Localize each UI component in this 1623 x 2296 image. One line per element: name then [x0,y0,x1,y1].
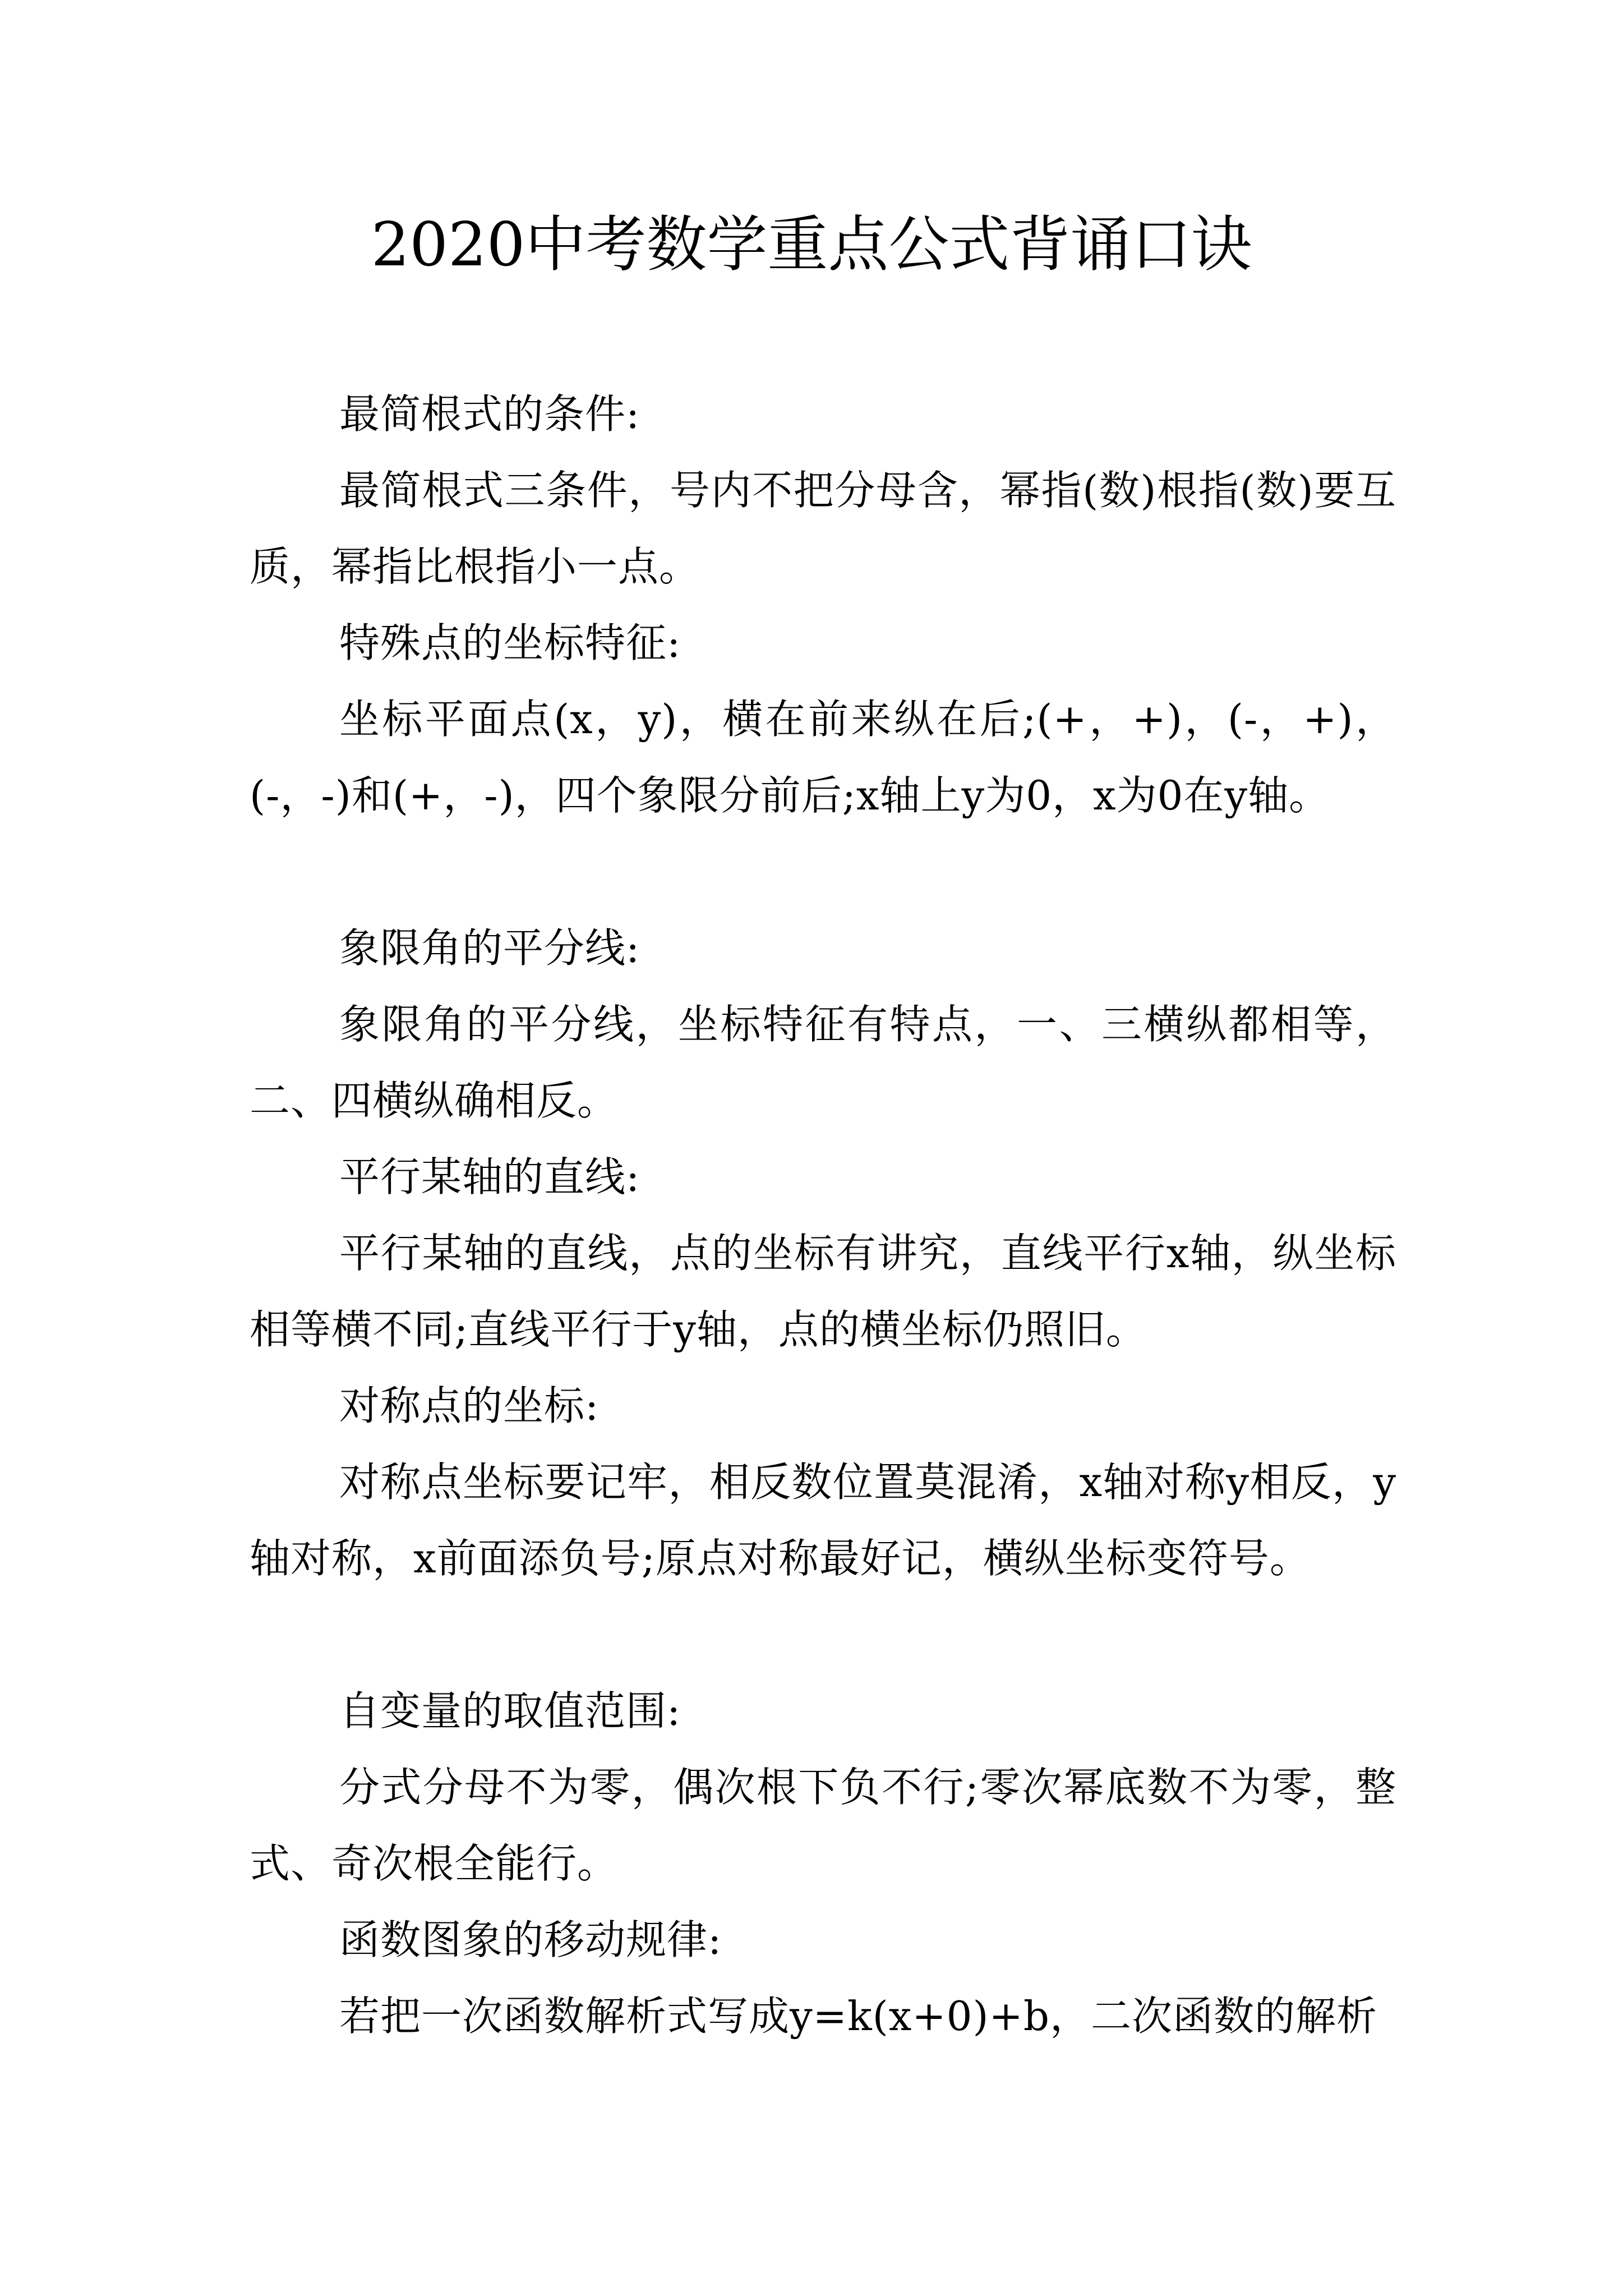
section-heading-quadrant-bisector: 象限角的平分线: [339,924,640,972]
paragraph-simplest-radical: 最简根式三条件，号内不把分母含，幂指(数)根指(数)要互质，幂指比根指小一点。 [250,467,1396,590]
section-heading-graph-shift: 函数图象的移动规律: [339,1916,722,1963]
paragraph-symmetric-points: 对称点坐标要记牢，相反数位置莫混淆，x轴对称y相反，y轴对称，x前面添负号;原点对称最好记，横纵坐标变符号。 [250,1458,1396,1582]
paragraph-graph-shift: 若把一次函数解析式写成y=k(x+0)+b，二次函数的解析 [339,1993,1377,2040]
section-heading-simplest-radical: 最简根式的条件: [339,390,640,438]
paragraph-special-points: 坐标平面点(x，y)，横在前来纵在后;(+，+)，(-，+)，(-，-)和(+，-)，四个象限分前后;x轴上y为0，x为0在y轴。 [250,696,1396,819]
section-heading-symmetric-points: 对称点的坐标: [339,1382,600,1429]
section-heading-special-points: 特殊点的坐标特征: [339,619,681,666]
paragraph-variable-range: 分式分母不为零，偶次根下负不行;零次幂底数不为零，整式、奇次根全能行。 [250,1764,1396,1887]
section-heading-parallel-line: 平行某轴的直线: [339,1153,640,1200]
section-heading-variable-range: 自变量的取值范围: [339,1687,681,1734]
paragraph-quadrant-bisector: 象限角的平分线，坐标特征有特点，一、三横纵都相等，二、四横纵确相反。 [250,1001,1396,1124]
paragraph-parallel-line: 平行某轴的直线，点的坐标有讲究，直线平行x轴，纵坐标相等横不同;直线平行于y轴，点的横坐标仍照旧。 [250,1230,1396,1353]
document-title: 2020中考数学重点公式背诵口诀 [371,210,1252,280]
